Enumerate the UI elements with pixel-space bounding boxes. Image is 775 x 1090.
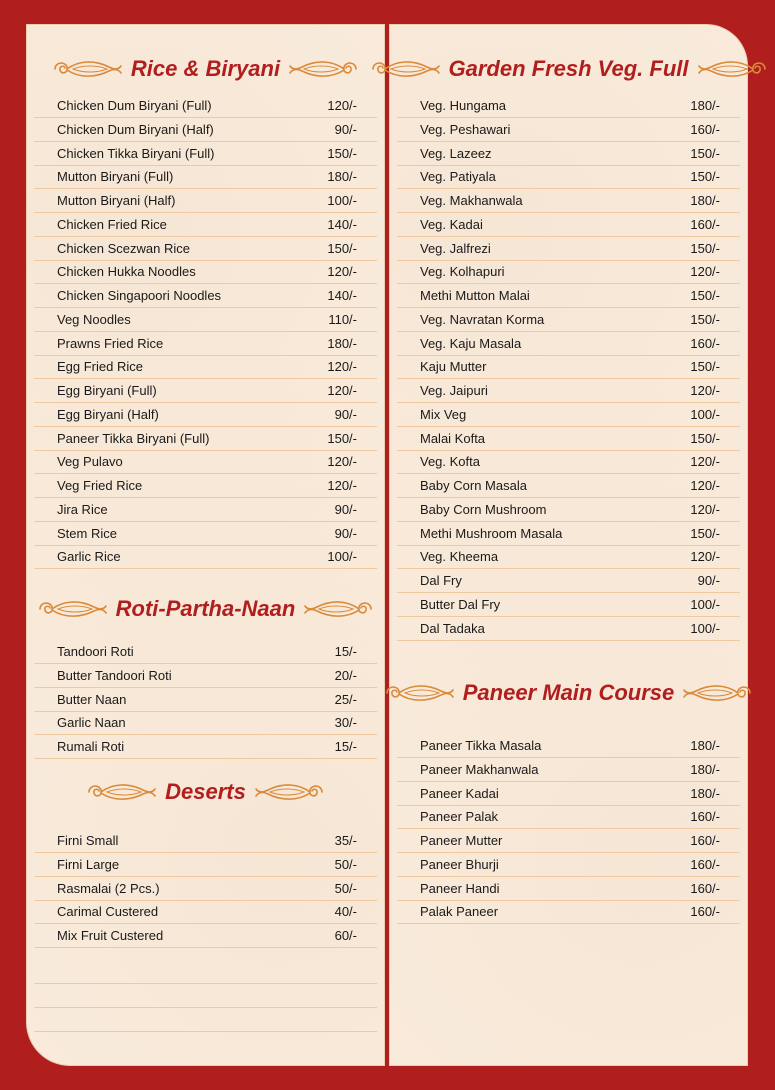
- menu-item-row: [397, 284, 740, 308]
- menu-item-name: Veg. Kolhapuri: [420, 264, 505, 280]
- menu-item-price: 140/-: [327, 288, 357, 303]
- menu-item-price: 180/-: [327, 335, 357, 351]
- menu-item-price: 150/-: [327, 240, 357, 256]
- menu-item-name: Garlic Naan: [57, 715, 126, 731]
- menu-item-price: 50/-: [334, 880, 357, 896]
- menu-item-price: 160/-: [690, 904, 720, 920]
- section-title: Rice & Biryani: [130, 56, 281, 81]
- menu-item-row: [34, 379, 377, 403]
- menu-item-row: [34, 688, 377, 712]
- menu-item-row: [397, 545, 740, 569]
- menu-item-price: 160/-: [690, 880, 720, 896]
- menu-item-price: 100/-: [690, 620, 720, 636]
- menu-item-price: 150/-: [327, 430, 357, 446]
- menu-item-name: Carimal Custered: [57, 904, 159, 920]
- menu-item-row: [397, 877, 740, 901]
- menu-item-name: Veg. Kadai: [420, 216, 483, 232]
- menu-item-row: [397, 379, 740, 403]
- menu-item-name: Chicken Fried Rice: [57, 216, 167, 232]
- menu-item-row: [34, 900, 377, 924]
- menu-item-row: [397, 308, 740, 332]
- menu-item-name: Paneer Makhanwala: [420, 761, 539, 777]
- menu-item-row: [34, 237, 377, 261]
- section-title: Deserts: [165, 779, 246, 804]
- section-heading: [389, 676, 748, 710]
- scroll-ornament-right-icon: [303, 598, 377, 620]
- menu-item-price: 120/-: [327, 264, 357, 280]
- scroll-ornament-left-icon: [49, 58, 123, 80]
- menu-item-name: Paneer Kadai: [420, 785, 499, 801]
- menu-item-name: Veg. Patiyala: [420, 169, 496, 185]
- menu-item-row: [397, 474, 740, 498]
- menu-item-row: [34, 522, 377, 546]
- menu-item-price: 90/-: [334, 501, 357, 517]
- section-title: Roti-Partha-Naan: [115, 596, 296, 621]
- menu-item-row: [34, 640, 377, 664]
- menu-item-price: 90/-: [334, 525, 357, 541]
- menu-item-name: Veg. Lazeez: [420, 145, 492, 161]
- menu-item-name: Mutton Biryani (Half): [57, 193, 176, 208]
- menu-item-price: 100/-: [327, 549, 357, 565]
- menu-item-price: 150/-: [690, 430, 720, 446]
- menu-item-price: 150/-: [690, 288, 720, 303]
- menu-item-row: [397, 782, 740, 806]
- menu-item-name: Veg. Kaju Masala: [420, 335, 522, 351]
- menu-item-name: Chicken Singapoori Noodles: [57, 288, 222, 303]
- menu-item-name: Paneer Palak: [420, 809, 499, 825]
- menu-item-price: 90/-: [697, 573, 720, 588]
- menu-item-row: [397, 332, 740, 356]
- menu-item-price: 150/-: [690, 145, 720, 161]
- menu-item-price: 150/-: [690, 240, 720, 256]
- menu-item-name: Dal Fry: [420, 573, 462, 588]
- menu-item-price: 15/-: [334, 739, 357, 754]
- menu-item-name: Tandoori Roti: [57, 644, 134, 659]
- menu-item-name: Veg. Peshawari: [420, 121, 511, 137]
- menu-item-name: Firni Large: [57, 856, 120, 872]
- menu-item-name: Stem Rice: [57, 525, 117, 541]
- menu-item-row: [397, 403, 740, 427]
- section-heading: [389, 52, 748, 86]
- menu-item-price: 25/-: [334, 691, 357, 707]
- menu-item-row: [397, 118, 740, 142]
- menu-item-row: [397, 450, 740, 474]
- menu-item-price: 120/-: [327, 383, 357, 398]
- menu-item-name: Palak Paneer: [420, 904, 499, 920]
- menu-item-row: [34, 474, 377, 498]
- menu-item-row: [34, 118, 377, 142]
- menu-item-name: Paneer Mutter: [420, 833, 503, 848]
- menu-item-row: [34, 450, 377, 474]
- menu-item-price: 160/-: [690, 809, 720, 825]
- empty-rule-line: [34, 1008, 377, 1032]
- menu-item-price: 180/-: [690, 785, 720, 801]
- menu-item-name: Firni Small: [57, 833, 119, 848]
- section-heading: [26, 592, 385, 626]
- menu-item-name: Paneer Tikka Biryani (Full): [57, 430, 210, 446]
- section-heading: [26, 52, 385, 86]
- menu-item-row: [397, 427, 740, 451]
- menu-item-price: 15/-: [334, 644, 357, 659]
- menu-item-price: 40/-: [334, 904, 357, 920]
- menu-item-row: [397, 237, 740, 261]
- menu-item-name: Veg. Jalfrezi: [420, 240, 491, 256]
- menu-item-row: [397, 758, 740, 782]
- menu-item-name: Veg. Navratan Korma: [420, 311, 545, 327]
- left-menu-panel: [26, 24, 385, 1066]
- menu-item-price: 160/-: [690, 335, 720, 351]
- scroll-ornament-left-icon: [381, 682, 455, 704]
- menu-item-name: Methi Mushroom Masala: [420, 525, 563, 541]
- menu-item-price: 160/-: [690, 856, 720, 872]
- menu-item-row: [397, 165, 740, 189]
- menu-item-row: [397, 260, 740, 284]
- menu-item-row: [34, 877, 377, 901]
- menu-item-name: Chicken Tikka Biryani (Full): [57, 145, 215, 161]
- menu-item-name: Baby Corn Mushroom: [420, 501, 547, 517]
- menu-item-name: Paneer Bhurji: [420, 856, 499, 872]
- menu-item-price: 30/-: [334, 715, 357, 731]
- menu-item-price: 120/-: [690, 501, 720, 517]
- scroll-ornament-left-icon: [83, 781, 157, 803]
- menu-item-name: Butter Dal Fry: [420, 596, 501, 612]
- menu-item-name: Veg Fried Rice: [57, 478, 143, 493]
- scroll-ornament-right-icon: [682, 682, 756, 704]
- menu-item-price: 120/-: [327, 359, 357, 375]
- right-menu-panel: [389, 24, 748, 1066]
- menu-item-row: [34, 829, 377, 853]
- section-title: Paneer Main Course: [462, 680, 675, 705]
- menu-item-row: [34, 735, 377, 759]
- menu-item-price: 160/-: [690, 121, 720, 137]
- menu-item-name: Egg Biryani (Full): [57, 383, 157, 398]
- empty-rule-line: [34, 960, 377, 984]
- menu-item-name: Garlic Rice: [57, 549, 121, 565]
- menu-item-row: [397, 829, 740, 853]
- menu-item-price: 110/-: [328, 311, 357, 327]
- menu-item-price: 120/-: [327, 454, 357, 470]
- scroll-ornament-left-icon: [34, 598, 108, 620]
- menu-item-name: Egg Biryani (Half): [57, 406, 159, 422]
- menu-item-row: [397, 853, 740, 877]
- scroll-ornament-right-icon: [254, 781, 328, 803]
- menu-item-price: 150/-: [690, 525, 720, 541]
- menu-item-row: [34, 355, 377, 379]
- menu-item-row: [397, 900, 740, 924]
- menu-item-name: Methi Mutton Malai: [420, 288, 530, 303]
- menu-item-price: 180/-: [690, 193, 720, 208]
- menu-item-row: [34, 498, 377, 522]
- menu-item-name: Rasmalai (2 Pcs.): [57, 880, 160, 896]
- menu-item-row: [34, 284, 377, 308]
- menu-item-price: 50/-: [334, 856, 357, 872]
- menu-item-row: [34, 260, 377, 284]
- menu-item-price: 150/-: [690, 359, 720, 375]
- menu-item-name: Dal Tadaka: [420, 620, 485, 636]
- menu-item-price: 90/-: [334, 121, 357, 137]
- menu-item-row: [34, 545, 377, 569]
- menu-item-price: 20/-: [334, 667, 357, 683]
- menu-item-name: Veg Noodles: [57, 311, 131, 327]
- menu-item-price: 180/-: [690, 761, 720, 777]
- menu-item-name: Jira Rice: [57, 501, 108, 517]
- scroll-ornament-right-icon: [288, 58, 362, 80]
- menu-item-price: 100/-: [690, 596, 720, 612]
- menu-item-price: 100/-: [690, 406, 720, 422]
- menu-item-row: [397, 498, 740, 522]
- menu-item-name: Butter Tandoori Roti: [57, 667, 172, 683]
- menu-item-row: [397, 142, 740, 166]
- menu-item-row: [34, 308, 377, 332]
- menu-item-name: Veg Pulavo: [57, 454, 123, 470]
- menu-item-row: [397, 617, 740, 641]
- menu-item-name: Chicken Dum Biryani (Full): [57, 98, 212, 113]
- menu-item-row: [34, 711, 377, 735]
- menu-item-name: Veg. Jaipuri: [420, 383, 488, 398]
- menu-item-price: 180/-: [690, 738, 720, 753]
- menu-item-name: Veg. Kofta: [420, 454, 480, 470]
- menu-item-row: [34, 213, 377, 237]
- menu-item-row: [34, 332, 377, 356]
- menu-item-name: Chicken Hukka Noodles: [57, 264, 196, 280]
- menu-item-row: [397, 522, 740, 546]
- menu-item-price: 140/-: [327, 216, 357, 232]
- menu-item-name: Egg Fried Rice: [57, 359, 143, 375]
- menu-item-row: [34, 403, 377, 427]
- section-title: Garden Fresh Veg. Full: [448, 56, 689, 81]
- menu-item-row: [397, 355, 740, 379]
- menu-item-row: [397, 213, 740, 237]
- menu-item-name: Kaju Mutter: [420, 359, 487, 375]
- menu-item-row: [34, 189, 377, 213]
- menu-item-name: Malai Kofta: [420, 430, 486, 446]
- menu-item-price: 160/-: [690, 833, 720, 848]
- menu-item-name: Mutton Biryani (Full): [57, 169, 174, 185]
- menu-item-price: 120/-: [690, 264, 720, 280]
- menu-item-name: Butter Naan: [57, 691, 127, 707]
- menu-item-row: [34, 664, 377, 688]
- empty-rule-line: [34, 984, 377, 1008]
- menu-item-row: [397, 734, 740, 758]
- menu-item-price: 120/-: [327, 478, 357, 493]
- menu-item-row: [397, 593, 740, 617]
- menu-item-price: 160/-: [690, 216, 720, 232]
- menu-item-price: 150/-: [327, 145, 357, 161]
- menu-item-name: Veg. Makhanwala: [420, 193, 523, 208]
- menu-item-row: [34, 165, 377, 189]
- menu-item-name: Rumali Roti: [57, 739, 125, 754]
- menu-item-row: [397, 569, 740, 593]
- menu-item-price: 120/-: [690, 549, 720, 565]
- menu-item-name: Baby Corn Masala: [420, 478, 527, 493]
- menu-item-price: 120/-: [690, 383, 720, 398]
- menu-item-price: 150/-: [690, 169, 720, 185]
- menu-item-row: [397, 189, 740, 213]
- menu-item-price: 60/-: [334, 928, 357, 943]
- menu-item-row: [34, 924, 377, 948]
- scroll-ornament-right-icon: [697, 58, 771, 80]
- menu-item-row: [397, 94, 740, 118]
- menu-item-name: Mix Fruit Custered: [57, 928, 164, 943]
- scroll-ornament-left-icon: [367, 58, 441, 80]
- menu-item-price: 35/-: [334, 833, 357, 848]
- menu-item-row: [397, 805, 740, 829]
- section-heading: [26, 775, 385, 809]
- menu-item-name: Chicken Scezwan Rice: [57, 240, 190, 256]
- menu-item-price: 180/-: [327, 169, 357, 185]
- menu-item-name: Paneer Handi: [420, 880, 500, 896]
- menu-item-price: 90/-: [334, 406, 357, 422]
- menu-item-name: Mix Veg: [420, 406, 467, 422]
- menu-item-name: Paneer Tikka Masala: [420, 738, 542, 753]
- menu-item-row: [34, 853, 377, 877]
- menu-item-name: Veg. Hungama: [420, 98, 507, 113]
- menu-item-name: Veg. Kheema: [420, 549, 499, 565]
- menu-item-price: 180/-: [690, 98, 720, 113]
- menu-item-row: [34, 94, 377, 118]
- menu-item-price: 100/-: [327, 193, 357, 208]
- menu-item-price: 120/-: [690, 454, 720, 470]
- menu-item-name: Chicken Dum Biryani (Half): [57, 121, 214, 137]
- menu-item-price: 120/-: [327, 98, 357, 113]
- menu-item-price: 150/-: [690, 311, 720, 327]
- menu-item-row: [34, 142, 377, 166]
- menu-item-price: 120/-: [690, 478, 720, 493]
- menu-item-name: Prawns Fried Rice: [57, 335, 164, 351]
- menu-item-row: [34, 427, 377, 451]
